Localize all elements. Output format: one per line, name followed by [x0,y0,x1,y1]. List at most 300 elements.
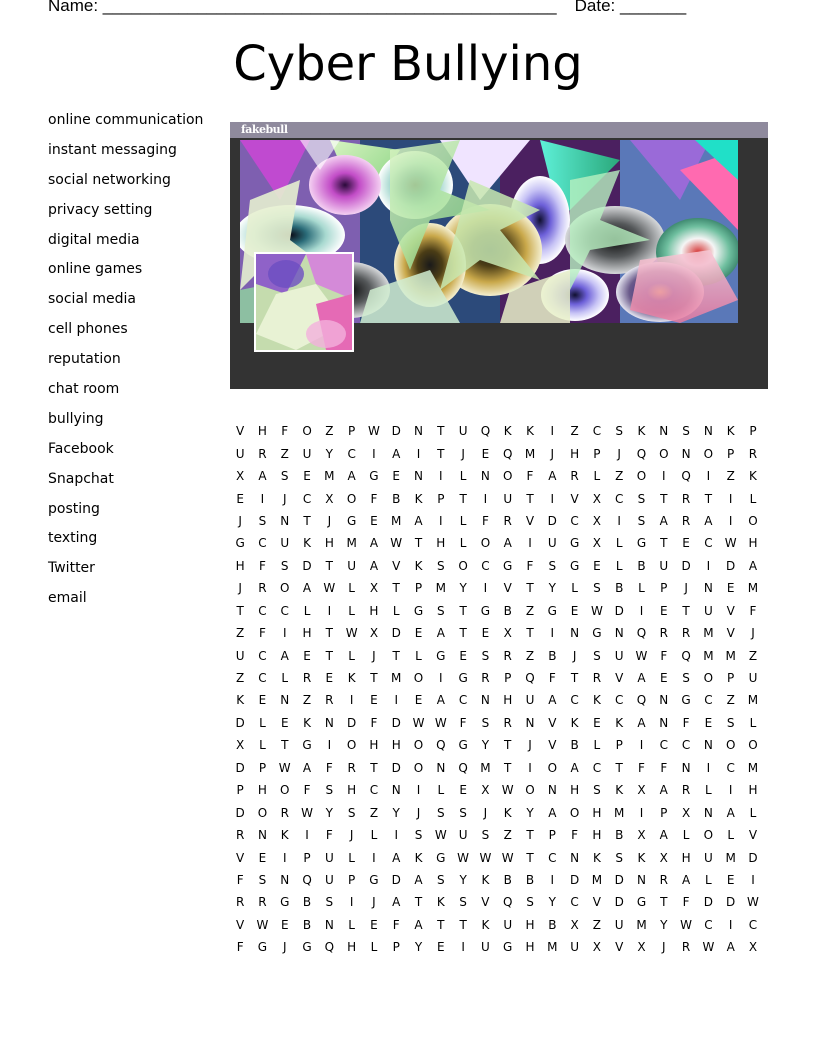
grid-letter[interactable]: O [346,491,357,506]
grid-letter[interactable]: A [369,558,379,573]
grid-letter[interactable]: F [682,715,690,730]
grid-letter[interactable]: E [481,626,490,641]
grid-letter[interactable]: E [593,715,601,730]
grid-letter[interactable]: S [414,828,423,843]
grid-letter[interactable]: K [570,715,579,730]
grid-letter[interactable]: J [238,513,242,528]
grid-letter[interactable]: S [437,603,445,618]
grid-letter[interactable]: G [547,603,557,618]
grid-letter[interactable]: M [480,760,491,775]
grid-letter[interactable]: N [637,872,646,887]
grid-letter[interactable]: O [302,424,312,439]
grid-letter[interactable]: K [503,805,512,820]
grid-letter[interactable]: A [503,536,512,551]
grid-letter[interactable]: A [436,626,445,641]
grid-letter[interactable]: O [280,581,290,596]
grid-letter[interactable]: N [280,693,290,708]
grid-letter[interactable]: C [258,603,267,618]
grid-letter[interactable]: Z [280,446,289,461]
grid-letter[interactable]: W [256,917,269,932]
grid-letter[interactable]: I [639,805,644,820]
grid-letter[interactable]: V [503,581,512,596]
grid-letter[interactable]: D [347,715,357,730]
grid-letter[interactable]: V [236,424,245,439]
grid-letter[interactable]: V [236,850,245,865]
grid-letter[interactable]: R [659,872,668,887]
grid-letter[interactable]: H [570,446,580,461]
grid-letter[interactable]: X [659,850,668,865]
grid-letter[interactable]: R [347,760,356,775]
grid-letter[interactable]: F [325,828,333,843]
grid-letter[interactable]: I [662,469,666,484]
grid-letter[interactable]: H [302,626,312,641]
grid-letter[interactable]: F [236,940,244,955]
grid-letter[interactable]: N [414,424,424,439]
grid-letter[interactable]: K [526,424,534,439]
grid-letter[interactable]: J [751,626,755,641]
grid-letter[interactable]: F [548,671,556,686]
grid-letter[interactable]: I [372,850,376,865]
grid-letter[interactable]: X [503,626,512,641]
grid-letter[interactable]: X [369,626,379,641]
grid-letter[interactable]: I [483,491,488,506]
grid-letter[interactable]: K [637,424,646,439]
grid-letter[interactable]: L [259,738,266,753]
grid-letter[interactable]: T [414,536,423,551]
grid-letter[interactable]: A [659,513,668,528]
grid-letter[interactable]: E [659,671,668,686]
grid-letter[interactable]: D [391,760,401,775]
grid-letter[interactable]: G [480,603,491,618]
grid-letter[interactable]: G [436,648,446,663]
grid-letter[interactable]: L [392,603,400,618]
grid-letter[interactable]: G [636,895,647,910]
grid-letter[interactable]: F [481,513,489,528]
grid-letter[interactable]: I [461,940,465,955]
grid-letter[interactable]: G [436,850,446,865]
grid-letter[interactable]: V [615,940,624,955]
grid-letter[interactable]: I [416,446,421,461]
grid-letter[interactable]: X [325,491,334,506]
grid-letter[interactable]: J [416,805,421,820]
grid-letter[interactable]: G [503,940,513,955]
grid-letter[interactable]: Y [548,581,556,596]
grid-letter[interactable]: E [726,581,735,596]
grid-letter[interactable]: D [726,895,736,910]
grid-letter[interactable]: H [748,536,758,551]
grid-letter[interactable]: C [481,558,490,573]
grid-letter[interactable]: C [681,738,691,753]
grid-letter[interactable]: B [615,828,624,843]
grid-letter[interactable]: L [459,469,467,484]
grid-letter[interactable]: O [480,536,491,551]
grid-letter[interactable]: S [258,513,267,528]
grid-letter[interactable]: F [325,760,333,775]
grid-letter[interactable]: F [660,760,668,775]
grid-letter[interactable]: U [324,872,334,887]
grid-letter[interactable]: S [682,671,690,686]
grid-letter[interactable]: C [548,850,557,865]
grid-letter[interactable]: G [569,558,580,573]
grid-letter[interactable]: R [681,491,691,506]
grid-letter[interactable]: L [638,581,645,596]
grid-letter[interactable]: P [660,805,668,820]
grid-letter[interactable]: L [682,828,690,843]
grid-letter[interactable]: V [525,513,535,528]
grid-letter[interactable]: F [258,626,266,641]
grid-letter[interactable]: U [235,446,245,461]
grid-letter[interactable]: N [257,828,267,843]
grid-letter[interactable]: T [437,446,445,461]
grid-letter[interactable]: X [481,783,490,798]
grid-letter[interactable]: H [257,424,267,439]
grid-letter[interactable]: X [570,917,579,932]
grid-letter[interactable]: A [726,940,735,955]
grid-letter[interactable]: L [459,513,467,528]
grid-letter[interactable]: Q [502,446,513,461]
grid-letter[interactable]: M [636,917,647,932]
grid-letter[interactable]: N [703,805,713,820]
grid-letter[interactable]: K [436,895,445,910]
grid-letter[interactable]: C [458,693,468,708]
grid-letter[interactable]: N [681,760,691,775]
grid-letter[interactable]: U [458,828,468,843]
grid-letter[interactable]: L [459,536,467,551]
grid-letter[interactable]: O [748,513,758,528]
grid-letter[interactable]: V [726,626,735,641]
grid-letter[interactable]: T [325,558,333,573]
grid-letter[interactable]: T [392,648,400,663]
grid-letter[interactable]: C [258,671,267,686]
grid-letter[interactable]: S [325,783,334,798]
grid-letter[interactable]: Z [570,424,579,439]
grid-letter[interactable]: V [236,917,245,932]
grid-letter[interactable]: C [726,760,735,775]
grid-letter[interactable]: T [526,828,534,843]
grid-letter[interactable]: P [303,850,311,865]
grid-letter[interactable]: L [303,603,311,618]
grid-letter[interactable]: F [571,828,579,843]
grid-letter[interactable]: U [614,917,624,932]
grid-letter[interactable]: F [236,872,244,887]
grid-letter[interactable]: O [703,446,714,461]
grid-letter[interactable]: P [414,581,423,596]
grid-letter[interactable]: C [659,738,668,753]
grid-letter[interactable]: P [615,738,623,753]
grid-letter[interactable]: Z [525,648,535,663]
grid-letter[interactable]: R [258,581,267,596]
grid-letter[interactable]: R [681,626,691,641]
grid-letter[interactable]: C [748,917,758,932]
grid-letter[interactable]: U [235,648,245,663]
grid-letter[interactable]: N [703,738,713,753]
grid-letter[interactable]: S [437,558,445,573]
grid-letter[interactable]: V [615,671,624,686]
grid-letter[interactable]: F [749,603,757,618]
grid-letter[interactable]: G [302,738,312,753]
grid-letter[interactable]: Q [636,693,647,708]
grid-letter[interactable]: B [548,648,557,663]
grid-letter[interactable]: I [282,626,287,641]
grid-letter[interactable]: T [526,850,534,865]
grid-letter[interactable]: H [347,783,357,798]
grid-letter[interactable]: L [593,738,601,753]
grid-letter[interactable]: M [391,671,402,686]
grid-letter[interactable]: T [704,491,713,506]
grid-letter[interactable]: E [704,715,713,730]
grid-letter[interactable]: L [749,805,757,820]
grid-letter[interactable]: I [327,603,332,618]
grid-letter[interactable]: L [348,603,355,618]
grid-letter[interactable]: W [367,424,380,439]
grid-letter[interactable]: N [480,469,490,484]
grid-letter[interactable]: N [681,446,691,461]
grid-letter[interactable]: R [302,671,312,686]
grid-letter[interactable]: A [302,581,312,596]
grid-letter[interactable]: D [391,424,401,439]
grid-letter[interactable]: U [458,424,468,439]
grid-letter[interactable]: X [592,940,602,955]
grid-letter[interactable]: L [259,715,266,730]
grid-letter[interactable]: K [481,872,490,887]
grid-letter[interactable]: S [437,805,445,820]
grid-letter[interactable]: N [324,715,334,730]
grid-letter[interactable]: M [524,446,536,461]
grid-letter[interactable]: E [459,783,467,798]
grid-letter[interactable]: Z [525,603,535,618]
grid-letter[interactable]: B [302,917,312,932]
grid-letter[interactable]: S [637,513,646,528]
grid-letter[interactable]: E [437,940,445,955]
grid-letter[interactable]: C [704,693,713,708]
grid-letter[interactable]: J [483,805,488,820]
grid-letter[interactable]: X [748,940,758,955]
grid-letter[interactable]: O [413,760,424,775]
grid-letter[interactable]: L [348,850,355,865]
grid-letter[interactable]: U [748,671,758,686]
grid-letter[interactable]: R [325,693,334,708]
grid-letter[interactable]: Y [325,446,333,461]
grid-letter[interactable]: P [236,783,244,798]
grid-letter[interactable]: I [349,693,354,708]
grid-letter[interactable]: Z [726,693,735,708]
grid-letter[interactable]: K [615,783,624,798]
grid-letter[interactable]: H [570,783,580,798]
grid-letter[interactable]: V [570,491,579,506]
grid-letter[interactable]: B [503,872,512,887]
grid-letter[interactable]: T [236,603,244,618]
grid-letter[interactable]: S [325,895,334,910]
grid-letter[interactable]: F [281,424,289,439]
grid-letter[interactable]: U [280,536,290,551]
grid-letter[interactable]: I [617,513,621,528]
grid-letter[interactable]: I [728,917,733,932]
grid-letter[interactable]: L [370,940,378,955]
grid-letter[interactable]: H [592,805,602,820]
grid-letter[interactable]: E [659,603,668,618]
grid-letter[interactable]: D [681,558,691,573]
grid-letter[interactable]: E [726,872,735,887]
grid-letter[interactable]: Z [726,469,735,484]
grid-letter[interactable]: Z [325,424,334,439]
grid-letter[interactable]: M [346,536,357,551]
grid-letter[interactable]: M [547,940,558,955]
grid-letter[interactable]: K [637,850,646,865]
grid-letter[interactable]: S [548,558,557,573]
grid-letter[interactable]: U [614,648,624,663]
grid-letter[interactable]: H [235,558,245,573]
grid-letter[interactable]: G [569,536,580,551]
grid-letter[interactable]: Y [459,581,467,596]
grid-letter[interactable]: L [348,917,355,932]
grid-letter[interactable]: W [479,850,492,865]
grid-letter[interactable]: L [281,671,289,686]
grid-letter[interactable]: I [260,491,265,506]
grid-letter[interactable]: S [280,469,289,484]
grid-letter[interactable]: C [570,513,579,528]
grid-letter[interactable]: G [636,536,647,551]
grid-letter[interactable]: T [437,424,445,439]
grid-letter[interactable]: L [437,783,445,798]
grid-letter[interactable]: U [659,558,669,573]
grid-letter[interactable]: U [525,693,535,708]
grid-letter[interactable]: Z [302,693,312,708]
grid-letter[interactable]: L [727,828,735,843]
grid-letter[interactable]: L [593,469,601,484]
grid-letter[interactable]: Z [503,828,512,843]
grid-letter[interactable]: R [235,828,245,843]
grid-letter[interactable]: L [348,581,355,596]
grid-letter[interactable]: P [660,581,668,596]
grid-letter[interactable]: S [637,491,646,506]
grid-letter[interactable]: J [282,491,287,506]
grid-letter[interactable]: S [481,828,490,843]
grid-letter[interactable]: R [235,895,245,910]
grid-letter[interactable]: M [747,581,759,596]
grid-letter[interactable]: P [749,424,757,439]
grid-letter[interactable]: F [638,760,645,775]
grid-letter[interactable]: C [347,446,356,461]
grid-letter[interactable]: X [637,783,646,798]
grid-letter[interactable]: K [592,693,601,708]
grid-letter[interactable]: S [593,648,601,663]
grid-letter[interactable]: J [550,446,555,461]
grid-letter[interactable]: V [392,558,401,573]
grid-letter[interactable]: D [391,872,401,887]
grid-letter[interactable]: R [258,446,267,461]
grid-letter[interactable]: N [436,760,446,775]
grid-letter[interactable]: P [258,760,267,775]
grid-letter[interactable]: H [436,536,446,551]
grid-letter[interactable]: I [372,446,376,461]
grid-letter[interactable]: T [615,760,623,775]
grid-letter[interactable]: W [747,895,759,910]
grid-letter[interactable]: K [749,469,757,484]
grid-letter[interactable]: C [302,491,312,506]
grid-letter[interactable]: S [280,558,289,573]
grid-letter[interactable]: A [347,469,356,484]
grid-letter[interactable]: W [434,828,447,843]
grid-letter[interactable]: I [706,469,711,484]
grid-letter[interactable]: H [391,738,401,753]
grid-letter[interactable]: U [703,850,713,865]
grid-letter[interactable]: F [526,558,534,573]
grid-letter[interactable]: W [501,850,514,865]
grid-letter[interactable]: A [637,671,646,686]
grid-letter[interactable]: W [301,805,313,820]
grid-letter[interactable]: V [592,895,601,910]
grid-letter[interactable]: A [548,469,557,484]
grid-letter[interactable]: J [282,940,287,955]
grid-letter[interactable]: C [369,783,379,798]
grid-letter[interactable]: K [481,917,490,932]
grid-letter[interactable]: X [592,513,602,528]
grid-letter[interactable]: S [682,424,690,439]
grid-letter[interactable]: H [525,917,535,932]
grid-letter[interactable]: W [390,536,403,551]
grid-letter[interactable]: S [481,715,490,730]
grid-letter[interactable]: C [258,648,267,663]
grid-letter[interactable]: R [503,513,512,528]
grid-letter[interactable]: L [415,648,422,663]
grid-letter[interactable]: E [258,693,267,708]
grid-letter[interactable]: Q [324,940,335,955]
grid-letter[interactable]: H [257,783,267,798]
grid-letter[interactable]: S [459,895,467,910]
grid-letter[interactable]: U [302,446,312,461]
grid-letter[interactable]: T [459,626,467,641]
grid-letter[interactable]: Z [615,469,624,484]
grid-letter[interactable]: T [437,917,445,932]
grid-letter[interactable]: I [305,828,309,843]
grid-letter[interactable]: O [748,738,758,753]
grid-letter[interactable]: K [615,715,624,730]
grid-letter[interactable]: O [502,469,513,484]
grid-letter[interactable]: E [303,648,311,663]
grid-letter[interactable]: A [414,872,423,887]
grid-letter[interactable]: U [324,850,334,865]
grid-letter[interactable]: P [727,671,735,686]
grid-letter[interactable]: W [724,536,737,551]
grid-letter[interactable]: C [570,895,579,910]
grid-letter[interactable]: X [592,536,602,551]
grid-letter[interactable]: M [703,648,714,663]
grid-letter[interactable]: N [324,917,334,932]
grid-letter[interactable]: R [481,671,490,686]
grid-letter[interactable]: I [439,671,443,686]
grid-letter[interactable]: C [570,693,579,708]
grid-letter[interactable]: B [615,581,624,596]
grid-letter[interactable]: N [703,581,713,596]
grid-letter[interactable]: G [681,693,691,708]
grid-letter[interactable]: P [348,872,356,887]
grid-letter[interactable]: H [748,783,758,798]
grid-letter[interactable]: N [391,783,401,798]
grid-letter[interactable]: C [704,536,713,551]
grid-letter[interactable]: Q [525,671,535,686]
grid-letter[interactable]: N [414,469,424,484]
grid-letter[interactable]: Q [681,648,691,663]
grid-letter[interactable]: P [392,940,400,955]
grid-letter[interactable]: E [682,536,690,551]
grid-letter[interactable]: U [570,940,579,955]
grid-letter[interactable]: K [303,536,311,551]
grid-letter[interactable]: G [369,872,379,887]
grid-letter[interactable]: L [705,783,712,798]
grid-letter[interactable]: I [639,603,644,618]
grid-letter[interactable]: B [302,895,312,910]
grid-letter[interactable]: K [592,850,601,865]
